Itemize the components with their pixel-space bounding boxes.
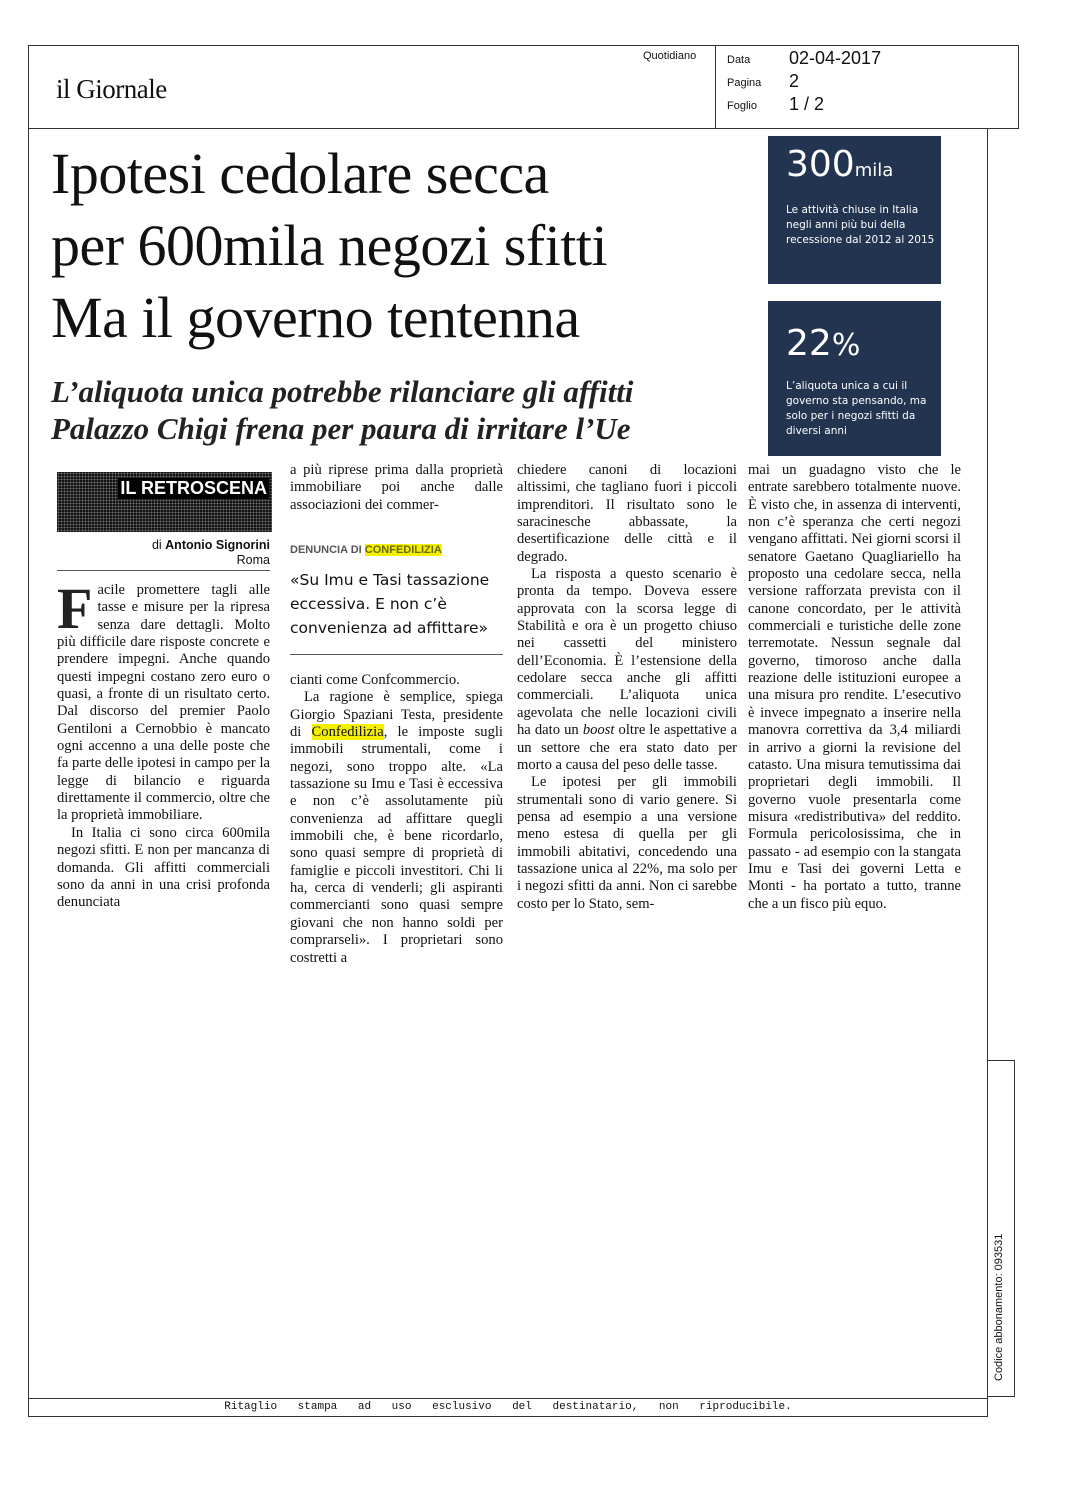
paragraph: La risposta a questo scenario è pronta da tempo. Doveva essere approvata con la scorsa legge di Stabilità e ora è un progetto chiuso nei cassetti del ministero dell’Economia. È l’estensione della cedolare secca anche gli affitti commerciali. L’aliquota unica agevolata che nelle locazioni civili ha dato un boost oltre le aspettative a un settore che era stato dato per morto a causa del peso delle tasse. (517, 566, 737, 773)
divider (290, 654, 503, 655)
headline-line: per 600mila negozi sfitti (51, 213, 608, 278)
sheet-value: 1 / 2 (789, 94, 825, 114)
quote-source-name: CONFEDILIZIA (364, 544, 442, 556)
dateline: Roma (236, 553, 270, 567)
subscription-code-box (987, 1060, 1015, 1397)
paragraph: acile promettere tagli alle tasse e misure per la ripresa senza dare dettagli. Molto più difficile dare risposte concrete e prendere impegni. Anche quando questi impegni costano zero euro o quasi, a fronte di un risultato certo. Dal discorso del premier Paolo Gentiloni a Cernobbio è mancato ogni accenno a una delle poste che fa parte delle ipotesi in campo per la legge di bilancio e riguarda direttamente il commercio, oltre che la proprietà immobiliare. (57, 582, 270, 824)
italic-term: boost (582, 722, 615, 739)
footer-notice: Ritaglio stampa ad uso esclusivo del destinatario, non riproducibile. (28, 1398, 988, 1417)
date-value: 02-04-2017 (789, 48, 882, 68)
paragraph: a più riprese prima dalla proprietà immobiliare poi anche dalle associazioni dei commer- (290, 462, 503, 513)
stat-unit: mila (854, 160, 894, 181)
paragraph: In Italia ci sono circa 600mila negozi sfitti. E non per mancanza di domanda. Gli affitti commerciali sono da anni in una crisi profonda denunciata (57, 824, 270, 911)
masthead: il Giornale (56, 74, 167, 104)
subheadline (51, 373, 751, 447)
paragraph: mai un guadagno visto che le entrate sarebbero totalmente nuove. È visto che, in assenza di interventi, non c’è speranza che certi negozi vengano affittati. Nei giorni scorsi il senatore Gaetano Quagliariello ha proposto una cedolare secca, nella versione rafforzata prevista con il canone concordato, per le attività commerciali e turistiche delle zone terremotate. Nessun segnale dal governo, timoroso anche dalla reazione delle istituzioni europee a una misura pro rendite. L’esecutivo è invece impegnato a inserire nella manovra correttiva da 3,4 miliardi in arrivo a giorni la revisione del catasto. Una misura temutissima dai proprietari degli immobili. Il governo vuole presentarla come misura «redistributiva» del reddito. Formula pericolosissima, che in passato - ad esempio con la stangata Imu e Tasi dei governi Letta e Monti - ha portato a tutto, tranne che a un fisco più equo. (748, 462, 961, 912)
page-label: Pagina (727, 77, 762, 89)
article-column-1 (57, 576, 270, 912)
paragraph: Le ipotesi per gli immobili strumentali sono di vario genere. Si pensa ad esempio a una versione meno estesa di quella per gli immobili abitativi, concedendo una tassazione unica al 22%, ma solo per i negozi sfitti da anni. Non ci sarebbe costo per lo Stato, sem- (517, 774, 737, 912)
headline-line: Ipotesi cedolare secca (51, 141, 549, 206)
quote-source: DENUNCIA DI CONFEDILIZIA (290, 544, 442, 556)
sheet-label: Foglio (727, 100, 757, 112)
article-column-4 (748, 462, 961, 913)
section-banner (57, 472, 272, 532)
pull-quote: «Su Imu e Tasi tassazione eccessiva. E non c’è convenienza ad affittare» (290, 571, 490, 637)
stat-number: 300mila (786, 144, 894, 185)
stat-box-closures (768, 136, 941, 284)
article-column-3 (517, 462, 737, 913)
subhead-line: Palazzo Chigi frena per paura di irritare l’Ue (51, 411, 631, 446)
date-label: Data (727, 54, 751, 66)
stat-number: 22% (786, 323, 861, 364)
stat-box-rate (768, 301, 941, 456)
stat-text: L’aliquota unica a cui il governo sta pensando, ma solo per i negozi sfitti da diversi anni (786, 380, 927, 437)
stat-unit: % (831, 328, 861, 363)
divider (57, 570, 270, 571)
byline: di Antonio Signorini Roma (151, 538, 270, 567)
page-value: 2 (789, 71, 800, 91)
paragraph: cianti come Confcommercio. (290, 672, 460, 688)
author: Antonio Signorini (165, 538, 270, 552)
stat-text: Le attività chiuse in Italia negli anni più bui della recessione dal 2012 al 2015 (786, 204, 935, 246)
subhead-line: L’aliquota unica potrebbe rilanciare gli affitti (51, 374, 634, 409)
paragraph: La ragione è semplice, spiega Giorgio Spaziani Testa, presidente di Confedilizia, le imposte sugli immobili strumentali, come i negozi, sono troppo alte. «La tassazione su Imu e Tasi è eccessiva e non c’è assolutamente più convenienza ad affittare quegli immobili che, è bene ricordarlo, sono quasi sempre di proprietà di famiglie e piccoli investitori. Chi li ha, cerca di venderli; gli aspiranti commercianti sono quasi sempre giovani che non hanno soldi per comprarseli». I proprietari sono costretti a (290, 689, 503, 966)
headline (51, 138, 751, 354)
headline-line: Ma il governo tentenna (51, 285, 580, 350)
article-column-2-top (290, 462, 503, 514)
section-label: IL RETROSCENA (120, 478, 267, 498)
drop-cap: F (57, 576, 93, 641)
publication-type: Quotidiano (643, 50, 697, 62)
highlighted-name: Confedilizia (311, 724, 384, 741)
paragraph: chiedere canoni di locazioni altissimi, che tagliano fuori i piccoli imprenditori. Il risultato sono le saracinesche abbassate, la desertificazione delle città e il degrado. (517, 462, 737, 565)
article-column-2-bottom (290, 672, 503, 967)
subscription-code: Codice abbonamento: 093531 (993, 1233, 1005, 1381)
